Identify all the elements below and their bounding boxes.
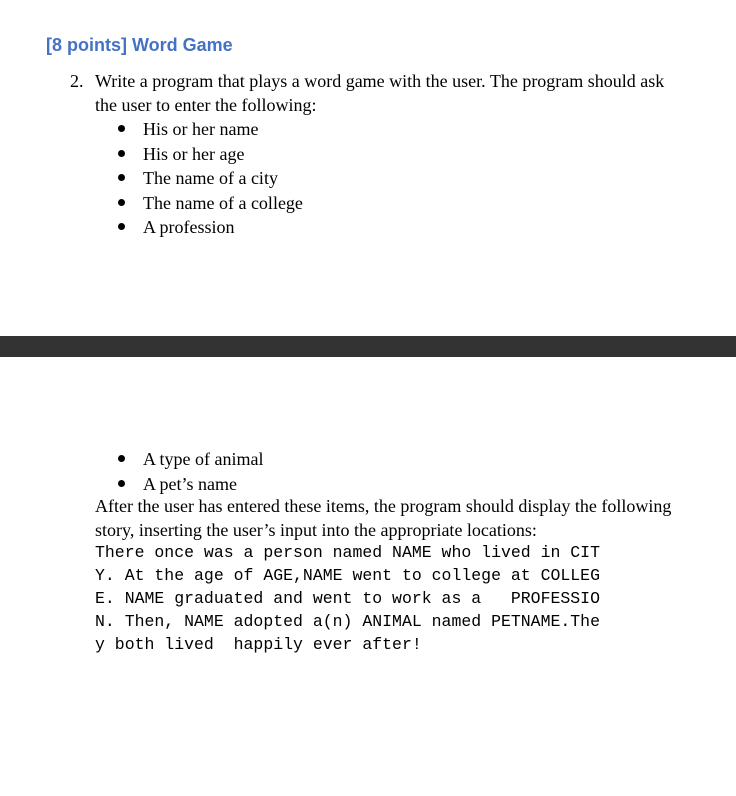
- list-item: [118, 166, 303, 191]
- bullet-icon: [118, 480, 125, 487]
- bullet-icon: [118, 150, 125, 157]
- story-line: Y. At the age of AGE,NAME went to college at COLLEG: [95, 566, 600, 585]
- story-line: N. Then, NAME adopted a(n) ANIMAL named PETNAME.The: [95, 612, 600, 631]
- list-item-label: The name of a college: [143, 192, 303, 213]
- question-number: 2.: [70, 71, 84, 91]
- list-item: [118, 447, 263, 472]
- bullet-icon: [118, 199, 125, 206]
- list-item-label: The name of a city: [143, 168, 278, 188]
- bullet-icon: [118, 125, 125, 132]
- story-line: There once was a person named NAME who lived in CIT: [95, 543, 600, 562]
- list-item: [118, 215, 303, 240]
- list-item-label: A type of animal: [143, 449, 264, 469]
- list-item-label: His or her age: [143, 143, 245, 164]
- bullet-icon: [118, 455, 125, 462]
- page-break-divider: [0, 336, 736, 357]
- list-item: [118, 191, 303, 216]
- list-item-label: A pet’s name: [143, 473, 237, 494]
- list-item: [118, 142, 303, 167]
- story-line: y both lived happily ever after!: [95, 635, 422, 654]
- instruction-text: After the user has entered these items, the program should display the following story, inserting the user’s input into the appropriate locations:: [95, 496, 672, 540]
- input-list-bottom: [118, 447, 263, 496]
- list-item: [118, 117, 303, 142]
- bullet-icon: [118, 174, 125, 181]
- story-line: E. NAME graduated and went to work as a PROFESSIO: [95, 589, 600, 608]
- list-item-label: A profession: [143, 217, 235, 237]
- section-heading: [8 points] Word Game: [46, 35, 233, 55]
- story-template: [95, 541, 600, 656]
- bullet-icon: [118, 223, 125, 230]
- input-list-top: [118, 117, 303, 240]
- list-item-label: His or her name: [143, 119, 259, 139]
- question-text: Write a program that plays a word game with the user. The program should ask the user to enter the following:: [95, 71, 665, 115]
- list-item: [118, 472, 263, 497]
